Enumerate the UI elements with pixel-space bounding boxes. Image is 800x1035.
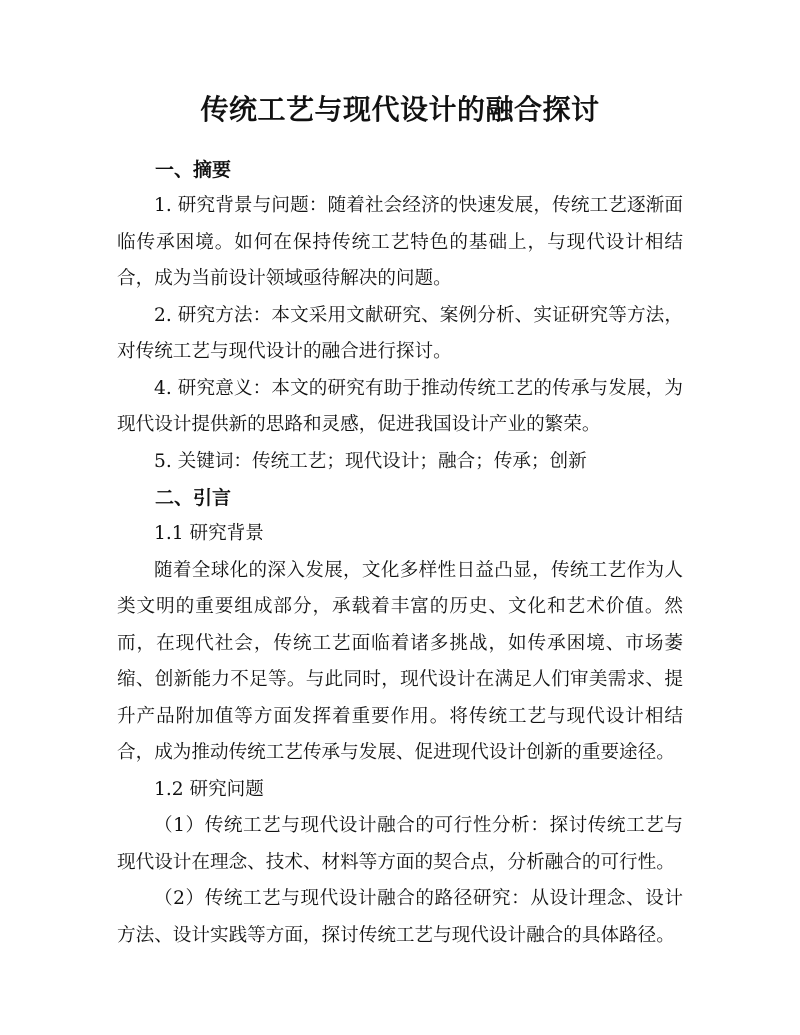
abstract-item: 1. 研究背景与问题：随着社会经济的快速发展，传统工艺逐渐面临传承困境。如何在保持传统工艺特色的基础上，与现代设计相结合，成为当前设计领域亟待解决的问题。	[117, 195, 683, 289]
questions-heading: 1.2 研究问题	[154, 778, 264, 800]
abstract-heading: 一、摘要	[155, 159, 232, 181]
background-heading: 1.1 研究背景	[154, 523, 264, 544]
document-title: 传统工艺与现代设计的融合探讨	[200, 93, 600, 126]
document-page	[117, 90, 683, 954]
question-item: （1）传统工艺与现代设计融合的可行性分析：探讨传统工艺与现代设计在理念、技术、材料等方面的契合点，分析融合的可行性。	[117, 815, 683, 873]
intro-heading: 二、引言	[155, 487, 232, 509]
background-paragraph: 随着全球化的深入发展，文化多样性日益凸显，传统工艺作为人类文明的重要组成部分，承载着丰富的历史、文化和艺术价值。然而，在现代社会，传统工艺面临着诸多挑战，如传承困境、市场萎缩、创新能力不足等。与此同时，现代设计在满足人们审美需求、提升产品附加值等方面发挥着重要作用。将传统工艺与现代设计相结合，成为推动传统工艺传承与发展、促进现代设计创新的重要途径。	[117, 559, 683, 763]
abstract-item: 2. 研究方法：本文采用文献研究、案例分析、实证研究等方法，对传统工艺与现代设计的融合进行探讨。	[117, 304, 683, 362]
abstract-item: 4. 研究意义：本文的研究有助于推动传统工艺的传承与发展，为现代设计提供新的思路和灵感，促进我国设计产业的繁荣。	[117, 377, 683, 435]
question-item: （2）传统工艺与现代设计融合的路径研究：从设计理念、设计方法、设计实践等方面，探讨传统工艺与现代设计融合的具体路径。	[117, 888, 683, 946]
abstract-item: 5. 关键词：传统工艺；现代设计；融合；传承；创新	[154, 450, 587, 472]
